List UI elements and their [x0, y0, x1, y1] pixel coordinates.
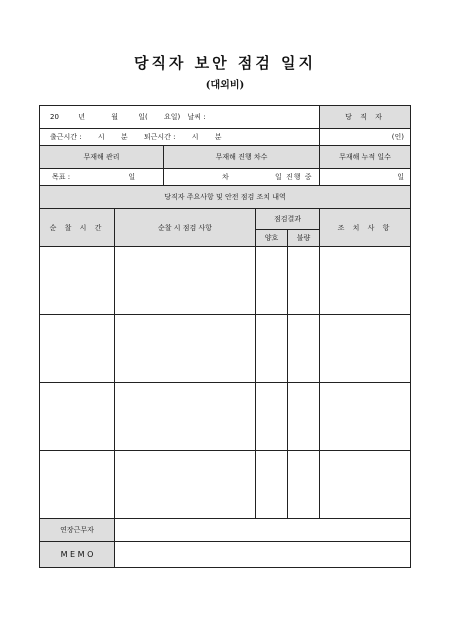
extended-worker-row: [40, 519, 411, 542]
progress-days-unit: 일 진행 중: [275, 173, 313, 181]
progress-round-unit: 차: [222, 173, 229, 181]
clock-in-label: 출근시간 :: [50, 133, 82, 141]
patrol-items-cell[interactable]: [115, 383, 256, 451]
accident-free-cumulative-header: 무재해 누적 일수: [320, 146, 411, 169]
goal-unit: 일: [128, 173, 136, 181]
work-time-cell[interactable]: [40, 129, 320, 146]
document-subtitle: (대외비): [205, 80, 245, 91]
memo-label: M E M O: [40, 542, 115, 568]
goal-label: 목표 :: [52, 173, 71, 181]
result-bad-cell[interactable]: [288, 315, 320, 383]
goal-cell[interactable]: [40, 169, 164, 186]
result-bad-cell[interactable]: [288, 451, 320, 519]
year-prefix: 20: [50, 113, 59, 121]
patrol-time-cell[interactable]: [40, 451, 115, 519]
extended-worker-label: 연장근무자: [40, 519, 115, 542]
action-header: 조 치 사 항: [320, 209, 411, 247]
clock-out-label: 퇴근시간 :: [143, 133, 176, 141]
weekday-unit: 요일): [163, 113, 181, 121]
clock-in-minute: 분: [120, 133, 128, 141]
result-bad-cell[interactable]: [288, 247, 320, 315]
result-good-cell[interactable]: [256, 315, 288, 383]
extended-worker-field[interactable]: [115, 519, 411, 542]
action-cell[interactable]: [320, 247, 411, 315]
patrol-entry-row: [40, 383, 411, 451]
patrol-entry-row: [40, 247, 411, 315]
result-bad-cell[interactable]: [288, 383, 320, 451]
document-title: 당직자 보안 점검 일지: [133, 54, 317, 72]
memo-field[interactable]: [115, 542, 411, 568]
patrol-items-cell[interactable]: [115, 315, 256, 383]
patrol-time-cell[interactable]: [40, 247, 115, 315]
result-good-cell[interactable]: [256, 383, 288, 451]
patrol-time-header: 순 찰 시 간: [40, 209, 115, 247]
patrol-items-cell[interactable]: [115, 451, 256, 519]
column-header-row-1: [40, 209, 411, 230]
date-row: [40, 106, 411, 129]
patrol-entry-row: [40, 451, 411, 519]
accident-free-value-row: [40, 169, 411, 186]
clock-out-minute: 분: [214, 133, 222, 141]
patrol-items-header: 순찰 시 점검 사항: [115, 209, 256, 247]
duty-log-form: [39, 105, 411, 568]
accident-free-header-row: [40, 146, 411, 169]
progress-cell[interactable]: [164, 169, 320, 186]
section-title-row: [40, 186, 411, 209]
accident-free-management-header: 무재해 관리: [40, 146, 164, 169]
clock-in-hour: 시: [97, 133, 105, 141]
patrol-items-cell[interactable]: [115, 247, 256, 315]
memo-row: [40, 542, 411, 568]
date-weather-cell[interactable]: [40, 106, 320, 129]
patrol-time-cell[interactable]: [40, 315, 115, 383]
result-bad-header: 불량: [288, 230, 320, 247]
result-good-cell[interactable]: [256, 451, 288, 519]
result-good-header: 양호: [256, 230, 288, 247]
accident-free-progress-header: 무재해 진행 차수: [164, 146, 320, 169]
action-cell[interactable]: [320, 383, 411, 451]
time-row: [40, 129, 411, 146]
seal-cell[interactable]: (인): [320, 129, 411, 146]
action-cell[interactable]: [320, 315, 411, 383]
duty-person-header: 당 직 자: [320, 106, 411, 129]
section-title: 당직자 주요사항 및 안전 점검 조치 내역: [40, 186, 411, 209]
action-cell[interactable]: [320, 451, 411, 519]
weather-label: 날씨 :: [187, 113, 206, 121]
result-good-cell[interactable]: [256, 247, 288, 315]
patrol-entry-row: [40, 315, 411, 383]
year-unit: 년: [78, 113, 85, 121]
patrol-time-cell[interactable]: [40, 383, 115, 451]
clock-out-hour: 시: [191, 133, 199, 141]
check-result-header: 점검결과: [256, 209, 320, 230]
month-unit: 월: [111, 113, 118, 121]
day-unit: 일(: [138, 113, 148, 121]
cumulative-cell[interactable]: 일: [320, 169, 411, 186]
